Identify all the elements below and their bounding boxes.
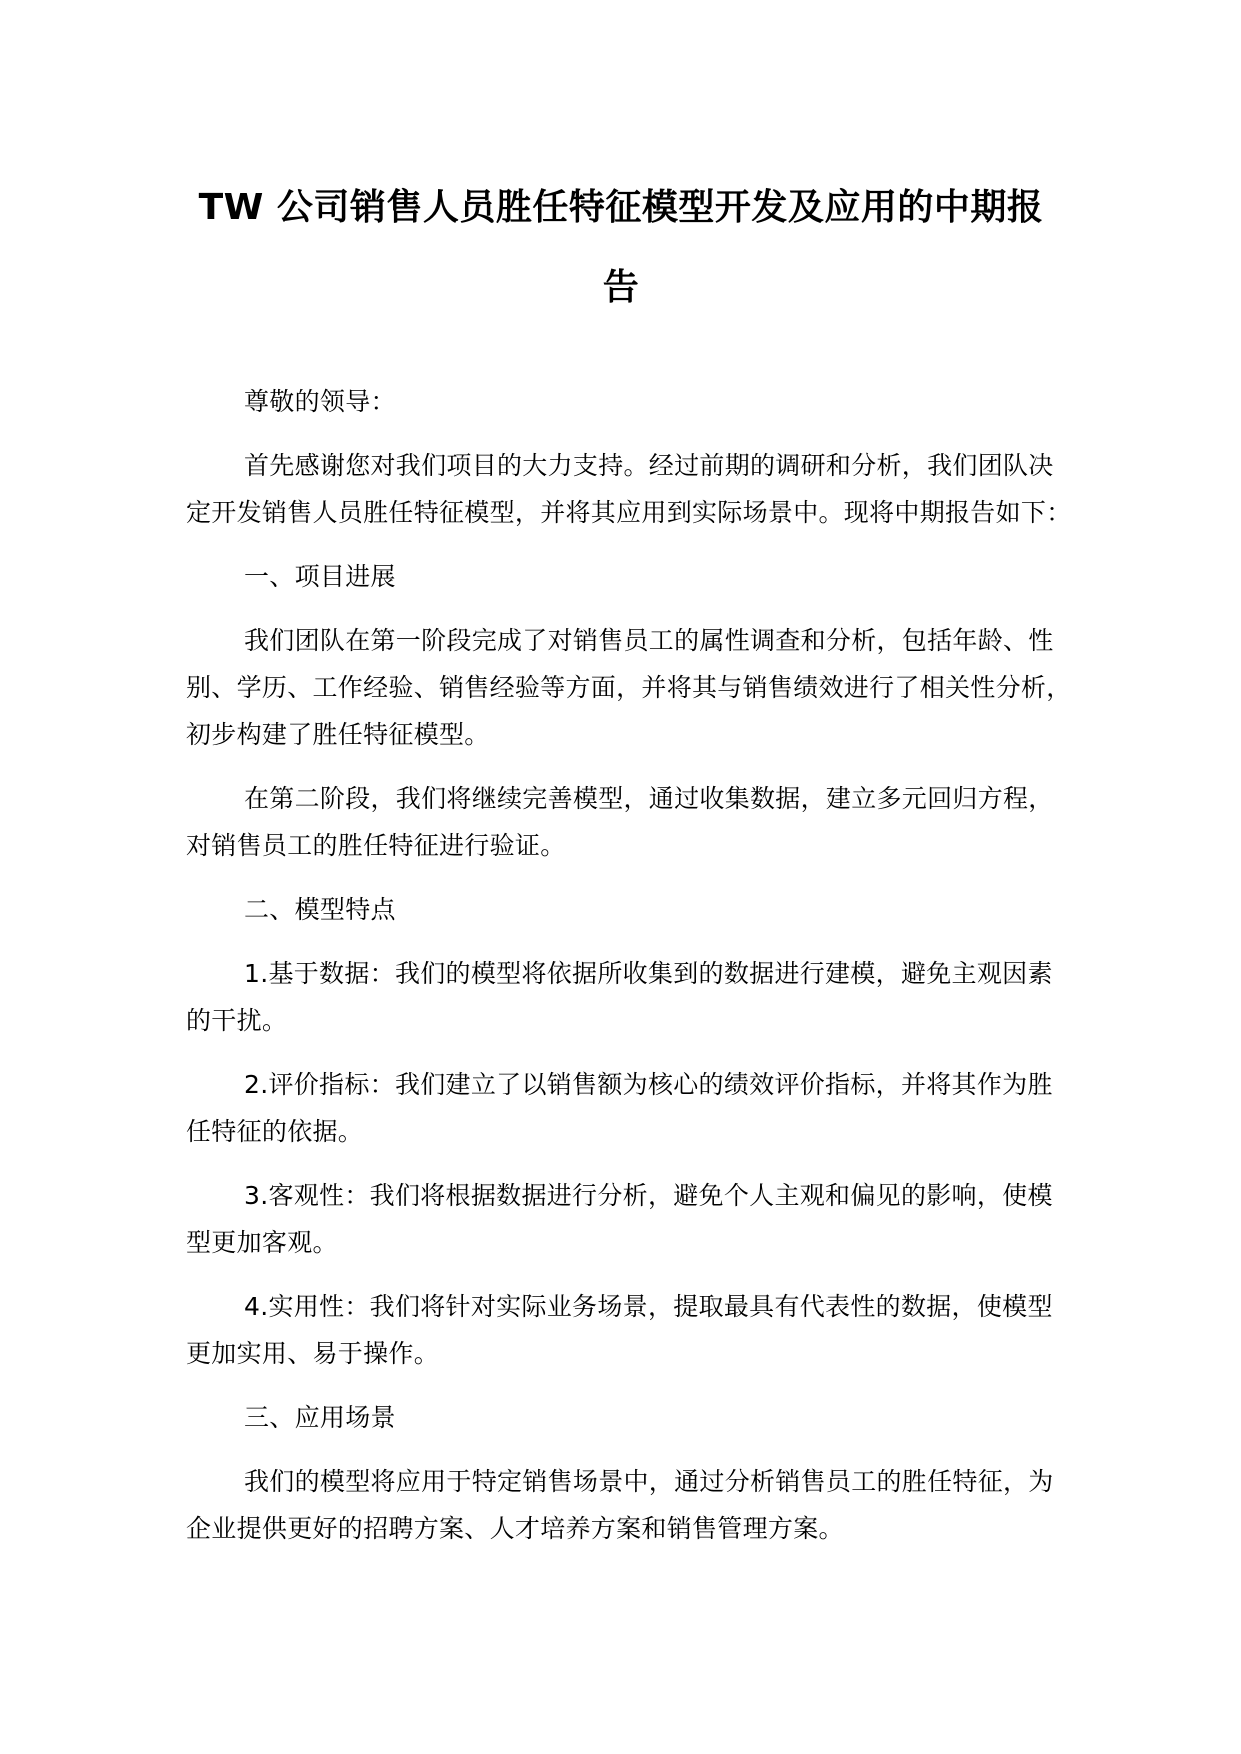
progress-phase-one-paragraph: 我们团队在第一阶段完成了对销售员工的属性调查和分析，包括年龄、性别、学历、工作经验、销售经验等方面，并将其与销售绩效进行了相关性分析，初步构建了胜任特征模型。 bbox=[186, 626, 1072, 749]
feature-item-objectivity: 3.客观性：我们将根据数据进行分析，避免个人主观和偏见的影响，使模型更加客观。 bbox=[186, 1181, 1053, 1257]
feature-item-data-based: 1.基于数据：我们的模型将依据所收集到的数据进行建模，避免主观因素的干扰。 bbox=[186, 959, 1053, 1035]
progress-phase-two-paragraph: 在第二阶段，我们将继续完善模型，通过收集数据，建立多元回归方程，对销售员工的胜任特征进行验证。 bbox=[186, 784, 1054, 860]
section-heading-scenarios: 三、应用场景 bbox=[244, 1403, 396, 1432]
section-heading-features: 二、模型特点 bbox=[244, 895, 396, 924]
intro-paragraph: 首先感谢您对我们项目的大力支持。经过前期的调研和分析，我们团队决定开发销售人员胜任特征模型，并将其应用到实际场景中。现将中期报告如下： bbox=[186, 451, 1072, 527]
feature-item-practicality: 4.实用性：我们将针对实际业务场景，提取最具有代表性的数据，使模型更加实用、易于操作。 bbox=[186, 1292, 1053, 1368]
scenario-paragraph: 我们的模型将应用于特定销售场景中，通过分析销售员工的胜任特征，为企业提供更好的招聘方案、人才培养方案和销售管理方案。 bbox=[186, 1467, 1054, 1543]
section-heading-progress: 一、项目进展 bbox=[244, 562, 396, 591]
document-body bbox=[186, 378, 1076, 1569]
salutation: 尊敬的领导： bbox=[244, 387, 396, 416]
document-title: TW 公司销售人员胜任特征模型开发及应用的中期报告 bbox=[198, 187, 1044, 308]
feature-item-evaluation-index: 2.评价指标：我们建立了以销售额为核心的绩效评价指标，并将其作为胜任特征的依据。 bbox=[186, 1070, 1053, 1146]
